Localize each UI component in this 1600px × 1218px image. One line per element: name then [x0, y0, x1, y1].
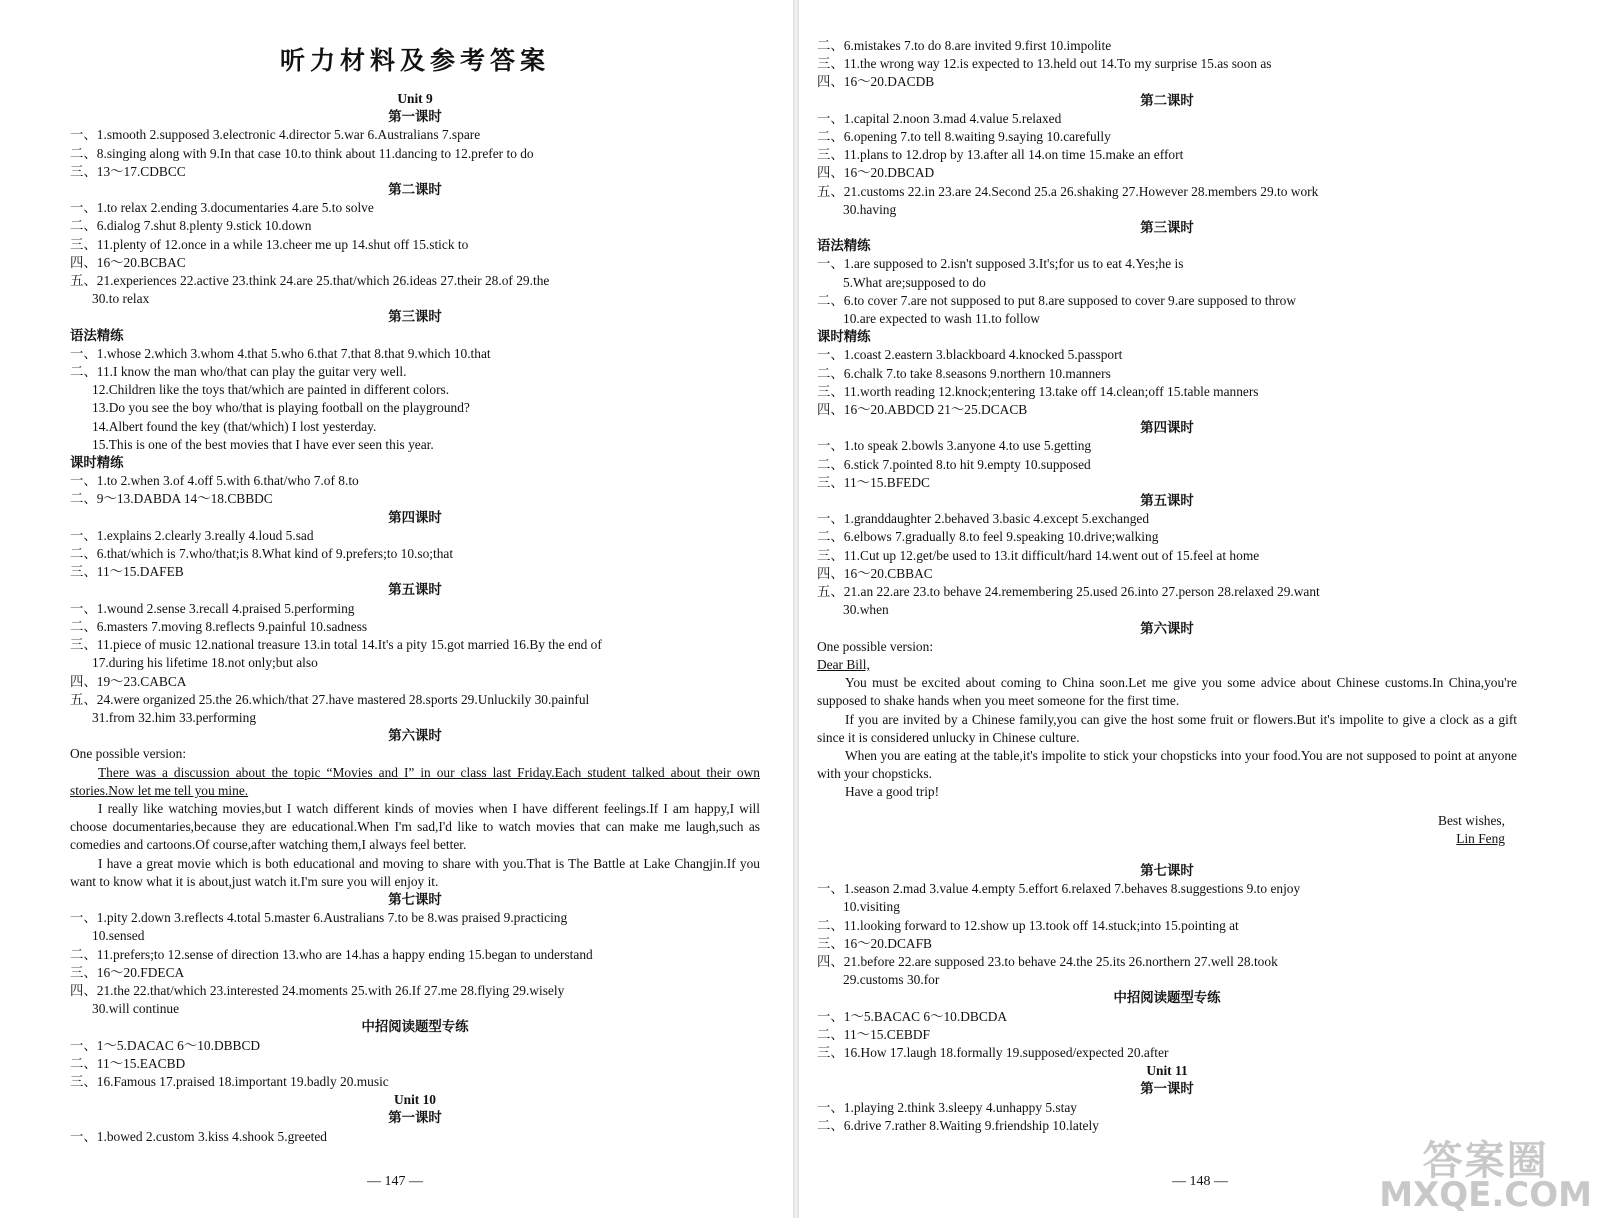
answer-line: 一、1.smooth 2.supposed 3.electronic 4.director 5.war 6.Australians 7.spare [70, 127, 481, 143]
letter-paragraph: Have a good trip! [845, 784, 940, 800]
answer-line: 一、1.are supposed to 2.isn't supposed 3.It's;for us to eat 4.Yes;he is [817, 256, 1184, 272]
section-heading: Unit 10 [393, 1092, 437, 1108]
essay-underlined-text: There was a discussion about the topic “Movies and I” in our class last Friday.Each student talked about their own stories.Now let me tell you mine. [70, 764, 760, 798]
answer-line: 三、16～20.DCAFB [817, 935, 932, 951]
answer-line: 三、16～20.FDECA [70, 964, 185, 980]
section-heading: 第五课时 [388, 582, 442, 598]
answer-line: 四、21.before 22.are supposed 23.to behave 24.the 25.its 26.northern 27.well 28.took [817, 953, 1278, 969]
section-heading: 第一课时 [388, 109, 442, 125]
answer-line: 二、6.drive 7.rather 8.Waiting 9.friendship 10.lately [817, 1117, 1099, 1133]
watermark-logo: 答案圈 [1422, 1138, 1549, 1184]
answer-line: 10.visiting [843, 899, 900, 915]
answer-line: 30.when [843, 602, 889, 618]
section-heading: 第二课时 [1140, 92, 1194, 108]
answer-line: 三、13～17.CDBCC [70, 163, 186, 179]
subsection-heading: 课时精练 [70, 455, 124, 471]
answer-line: 二、11.prefers;to 12.sense of direction 13.who are 14.has a happy ending 15.began to understand [70, 946, 593, 962]
left-column [70, 0, 760, 1146]
answer-line: 一、1.coast 2.eastern 3.blackboard 4.knocked 5.passport [817, 347, 1123, 363]
letter-paragraph: When you are eating at the table,it's impolite to stick your chopsticks into your food.You are not supposed to point at anyone with your chopsticks. [817, 747, 1517, 782]
answer-line: 二、9～13.DABDA 14～18.CBBDC [70, 491, 273, 507]
answer-line: 一、1.playing 2.think 3.sleepy 4.unhappy 5.stay [817, 1099, 1077, 1115]
essay-paragraph: I have a great movie which is both educational and moving to share with you.That is The Battle at Lake Changjin.If you want to know what it is about,just watch it.I'm sure you will enjoy it. [70, 855, 760, 889]
section-heading: 中招阅读题型专练 [361, 1019, 469, 1035]
answer-line: 三、16.Famous 17.praised 18.important 19.badly 20.music [70, 1073, 389, 1089]
answer-line: 二、11.looking forward to 12.show up 13.took off 14.stuck;into 15.pointing at [817, 917, 1239, 933]
subsection-heading: 语法精练 [70, 327, 124, 343]
answer-line: 二、6.stick 7.pointed 8.to hit 9.empty 10.supposed [817, 456, 1091, 472]
answer-line: 四、21.the 22.that/which 23.interested 24.moments 25.with 26.If 27.me 28.flying 29.wisely [70, 982, 565, 998]
answer-line: 一、1.to speak 2.bowls 3.anyone 4.to use 5.getting [817, 438, 1092, 454]
letter-intro: One possible version: [817, 638, 934, 654]
answer-line: 三、11.plenty of 12.once in a while 13.cheer me up 14.shut off 15.stick to [70, 236, 469, 252]
answer-line: 二、11～15.CEBDF [817, 1026, 930, 1042]
answer-line: 二、11.I know the man who/that can play the guitar very well. [70, 364, 407, 380]
section-heading: 中招阅读题型专练 [1113, 990, 1221, 1006]
answer-line: 四、16～20.DBCAD [817, 165, 935, 181]
letter-closing: Best wishes, [1438, 812, 1505, 828]
letter-greeting: Dear Bill, [817, 656, 870, 672]
section-heading: 第一课时 [1140, 1081, 1194, 1097]
answer-line: 二、6.mistakes 7.to do 8.are invited 9.first 10.impolite [817, 38, 1112, 53]
letter-body [817, 674, 1517, 801]
section-heading: 第七课时 [388, 891, 442, 907]
answer-line: 四、16～20.DACDB [817, 74, 935, 90]
answer-line: 三、11.the wrong way 12.is expected to 13.held out 14.To my surprise 15.as soon as [817, 56, 1272, 72]
answer-line: 15.This is one of the best movies that I have ever seen this year. [92, 436, 434, 452]
subsection-heading: 课时精练 [817, 329, 871, 345]
section-heading: Unit 11 [1146, 1063, 1188, 1079]
section-heading: 第五课时 [1140, 493, 1194, 509]
answer-line: 二、6.elbows 7.gradually 8.to feel 9.speaking 10.drive;walking [817, 529, 1159, 545]
answer-line: 五、21.an 22.are 23.to behave 24.remembering 25.used 26.into 27.person 28.relaxed 29.want [817, 584, 1320, 600]
answer-line: 一、1.bowed 2.custom 3.kiss 4.shook 5.greeted [70, 1128, 327, 1144]
page-number: — 147 — [367, 1174, 423, 1189]
answer-line: 5.What are;supposed to do [843, 274, 986, 290]
answer-line: 一、1.explains 2.clearly 3.really 4.loud 5.sad [70, 527, 314, 543]
letter-paragraph: You must be excited about coming to China soon.Let me give you some advice about Chinese customs.In China,you're supposed to shake hands when you meet someone for the first time. [817, 675, 1517, 709]
answer-line: 31.from 32.him 33.performing [92, 709, 257, 725]
essay [70, 764, 760, 891]
essay-paragraph: I really like watching movies,but I watch different kinds of movies when I have different feelings.If I am happy,I will choose documentaries,because they are educational.When I'm sad,I'd like to watch movies that can make me laugh,such as comedies and cartoons.Of course,after watching them,I always feel better. [70, 800, 760, 853]
watermark [1379, 1138, 1592, 1215]
letter-signature: Lin Feng [1456, 830, 1505, 846]
letter-paragraph: If you are invited by a Chinese family,you can give the host some fruit or flowers.But it's impolite to give a clock as a gift since it is considered unlucky in Chinese culture. [817, 711, 1517, 745]
answer-line: 一、1.capital 2.noon 3.mad 4.value 5.relaxed [817, 110, 1062, 126]
section-heading: 第一课时 [388, 1110, 442, 1126]
answer-line: 二、8.singing along with 9.In that case 10.to think about 11.dancing to 12.prefer to do [70, 145, 534, 161]
answer-line: 四、16～20.BCBAC [70, 254, 186, 270]
section-heading: 第六课时 [1140, 620, 1194, 636]
answer-line: 10.sensed [92, 928, 145, 944]
section-heading: 第四课时 [1140, 420, 1194, 436]
answer-line: 13.Do you see the boy who/that is playing football on the playground? [92, 400, 470, 416]
answer-line: 二、11～15.EACBD [70, 1055, 186, 1071]
answer-line: 三、16.How 17.laugh 18.formally 19.supposed/expected 20.after [817, 1044, 1169, 1060]
section-heading: 第三课时 [1140, 220, 1194, 236]
answer-list [817, 37, 1517, 638]
answer-line: 三、11.worth reading 12.knock;entering 13.take off 14.clean;off 15.table manners [817, 383, 1259, 399]
answer-line: 五、21.customs 22.in 23.are 24.Second 25.a 26.shaking 27.However 28.members 29.to work [817, 183, 1319, 199]
section-heading: 第三课时 [388, 309, 442, 325]
answer-list [70, 891, 760, 1146]
answer-line: 四、16～20.ABDCD 21～25.DCACB [817, 402, 1028, 418]
subsection-heading: 语法精练 [817, 238, 871, 254]
spine-divider [793, 0, 799, 1218]
section-heading: 第二课时 [388, 182, 442, 198]
answer-line: 二、6.dialog 7.shut 8.plenty 9.stick 10.down [70, 218, 312, 234]
answer-line: 一、1.season 2.mad 3.value 4.empty 5.effort 6.relaxed 7.behaves 8.suggestions 9.to enjoy [817, 881, 1301, 897]
answer-line: 二、6.opening 7.to tell 8.waiting 9.saying 10.carefully [817, 129, 1111, 145]
answer-line: 三、11.plans to 12.drop by 13.after all 14.on time 15.make an effort [817, 147, 1184, 163]
answer-line: 一、1.wound 2.sense 3.recall 4.praised 5.performing [70, 600, 355, 616]
answer-line: 一、1～5.DACAC 6～10.DBBCD [70, 1037, 261, 1053]
answer-line: 三、11.Cut up 12.get/be used to 13.it difficult/hard 14.went out of 15.feel at home [817, 547, 1260, 563]
right-page [800, 0, 1600, 1218]
answer-line: 17.during his lifetime 18.not only;but also [92, 655, 318, 671]
answer-line: 二、6.to cover 7.are not supposed to put 8.are supposed to cover 9.are supposed to throw [817, 292, 1296, 308]
answer-list [817, 862, 1517, 1135]
page-title: 听力材料及参考答案 [279, 48, 550, 75]
answer-line: 一、1.to 2.when 3.of 4.off 5.with 6.that/who 7.of 8.to [70, 473, 359, 489]
answer-line: 12.Children like the toys that/which are painted in different colors. [92, 382, 450, 398]
answer-line: 三、11.piece of music 12.national treasure 13.in total 14.It's a pity 15.got married 16.By the end of [70, 637, 602, 653]
answer-line: 三、11～15.BFEDC [817, 474, 930, 490]
answer-line: 29.customs 30.for [843, 972, 940, 988]
answer-line: 14.Albert found the key (that/which) I lost yesterday. [92, 418, 377, 434]
left-page [0, 0, 790, 1218]
answer-line: 30.having [843, 201, 897, 217]
essay-intro: One possible version: [70, 746, 187, 762]
section-heading: Unit 9 [397, 91, 433, 106]
right-column [817, 0, 1517, 1135]
answer-line: 四、16～20.CBBAC [817, 565, 933, 581]
section-heading: 第四课时 [388, 509, 442, 525]
answer-line: 四、19～23.CABCA [70, 673, 187, 689]
answer-line: 10.are expected to wash 11.to follow [843, 311, 1040, 327]
section-heading: 第七课时 [1140, 862, 1194, 878]
answer-line: 一、1～5.BACAC 6～10.DBCDA [817, 1008, 1008, 1024]
answer-line: 30.to relax [92, 291, 150, 307]
answer-line: 30.will continue [92, 1001, 180, 1017]
watermark-site: MXQE.COM [1379, 1175, 1592, 1215]
answer-line: 一、1.pity 2.down 3.reflects 4.total 5.master 6.Australians 7.to be 8.was praised 9.practicing [70, 910, 568, 926]
page-number: — 148 — [1172, 1174, 1228, 1189]
answer-line: 二、6.masters 7.moving 8.reflects 9.painful 10.sadness [70, 618, 368, 634]
answer-line: 一、1.granddaughter 2.behaved 3.basic 4.except 5.exchanged [817, 511, 1150, 527]
answer-line: 三、11～15.DAFEB [70, 564, 184, 580]
answer-line: 二、6.that/which is 7.who/that;is 8.What kind of 9.prefers;to 10.so;that [70, 546, 454, 562]
answer-line: 二、6.chalk 7.to take 8.seasons 9.northern 10.manners [817, 365, 1111, 381]
answer-line: 五、21.experiences 22.active 23.think 24.are 25.that/which 26.ideas 27.their 28.of 29.the [70, 273, 550, 289]
answer-line: 五、24.were organized 25.the 26.which/that 27.have mastered 28.sports 29.Unluckily 30.painful [70, 691, 590, 707]
answer-line: 一、1.to relax 2.ending 3.documentaries 4.are 5.to solve [70, 200, 374, 216]
answer-line: 一、1.whose 2.which 3.whom 4.that 5.who 6.that 7.that 8.that 9.which 10.that [70, 345, 491, 361]
essay-paragraph [70, 764, 760, 800]
section-heading: 第六课时 [388, 728, 442, 744]
answer-list [70, 90, 760, 745]
